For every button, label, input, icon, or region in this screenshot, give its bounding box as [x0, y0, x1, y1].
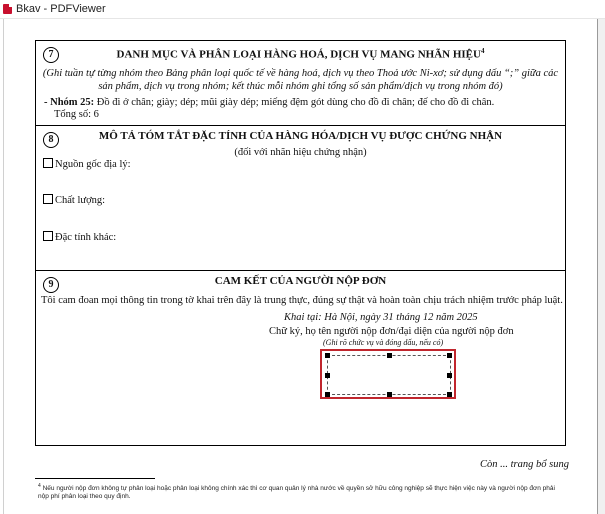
origin-checkbox[interactable] [43, 158, 53, 168]
pdf-app-icon [3, 4, 12, 14]
other-label: Đặc tính khác: [55, 232, 117, 243]
window-titlebar [0, 0, 605, 19]
goods-total: Tổng số: 6 [54, 109, 99, 120]
footnote-divider [35, 478, 155, 479]
resize-handle-bottom-right[interactable] [447, 392, 452, 397]
quality-label: Chất lượng: [55, 195, 106, 206]
other-row [43, 231, 116, 244]
section-number-7: 7 [43, 47, 59, 63]
section-applicant-commitment [35, 270, 566, 446]
resize-handle-left[interactable] [325, 373, 330, 378]
section-7-note-line1: (Ghi tuần tự từng nhóm theo Bảng phân loại quốc tế về hàng hoá, dịch vụ theo Thoả ước Ni-xơ; sử dụng dấu “;” giữa các [42, 68, 559, 79]
signature-field[interactable] [320, 349, 456, 399]
declared-at: Khai tại: Hà Nội, ngày 31 tháng 12 năm 2025 [284, 312, 478, 323]
vertical-scrollbar[interactable] [598, 19, 605, 514]
section-number-8: 8 [43, 132, 59, 148]
signature-label: Chữ ký, họ tên người nộp đơn/đại diện của người nộp đơn [269, 326, 514, 337]
section-number-9: 9 [43, 277, 59, 293]
goods-group-25: - Nhóm 25: Đồ đi ở chân; giày; dép; mũi giày dép; miếng đệm gót dùng cho đồ đi chân; đế cho đồ đi chân. [44, 97, 495, 108]
resize-handle-right[interactable] [447, 373, 452, 378]
footnote: $^4$ Nếu người nộp đơn không tự phân loại hoặc phân loại không chính xác thì cơ quan quản lý nhà nước về quyền sở hữu công nghiệp sẽ thực hiện việc này và người nộp đơn phải nộp phí phân loại theo quy định. [38, 483, 555, 501]
section-7-note-line2: sản phẩm, dịch vụ trong nhóm; kết thúc mỗi nhóm ghi tổng số sản phẩm/dịch vụ trong nhóm đó) [98, 81, 503, 92]
section-8-subheading: (đối với nhãn hiệu chứng nhận) [234, 147, 367, 158]
origin-label: Nguồn gốc địa lý: [55, 159, 131, 170]
signature-note: (Ghi rõ chức vụ và đóng dấu, nếu có) [323, 338, 444, 347]
resize-handle-bottom[interactable] [387, 392, 392, 397]
section-goods-services [35, 40, 566, 125]
quality-row [43, 194, 105, 207]
section-9-heading: CAM KẾT CỦA NGƯỜI NỘP ĐƠN [214, 275, 387, 287]
section-certified-characteristics [35, 125, 566, 270]
section-7-heading: DANH MỤC VÀ PHÂN LOẠI HÀNG HOÁ, DỊCH VỤ MANG NHÃN HIỆU$^4$ [116, 47, 485, 61]
window-title: Bkav - PDFViewer [16, 3, 106, 15]
page-edge-left [3, 19, 4, 514]
other-checkbox[interactable] [43, 231, 53, 241]
continued-pages: Còn ... trang bổ sung [480, 459, 569, 470]
resize-handle-top[interactable] [387, 353, 392, 358]
resize-handle-top-right[interactable] [447, 353, 452, 358]
quality-checkbox[interactable] [43, 194, 53, 204]
resize-handle-top-left[interactable] [325, 353, 330, 358]
commitment-statement: Tôi cam đoan mọi thông tin trong tờ khai trên đây là trung thực, đúng sự thật và hoàn toàn chịu trách nhiệm trước pháp luật. [41, 295, 563, 306]
section-8-heading: MÔ TẢ TÓM TẮT ĐẶC TÍNH CỦA HÀNG HÓA/DỊCH VỤ ĐƯỢC CHỨNG NHẬN [98, 130, 503, 142]
signature-field-selection[interactable] [327, 355, 451, 395]
resize-handle-bottom-left[interactable] [325, 392, 330, 397]
origin-row [43, 158, 131, 171]
